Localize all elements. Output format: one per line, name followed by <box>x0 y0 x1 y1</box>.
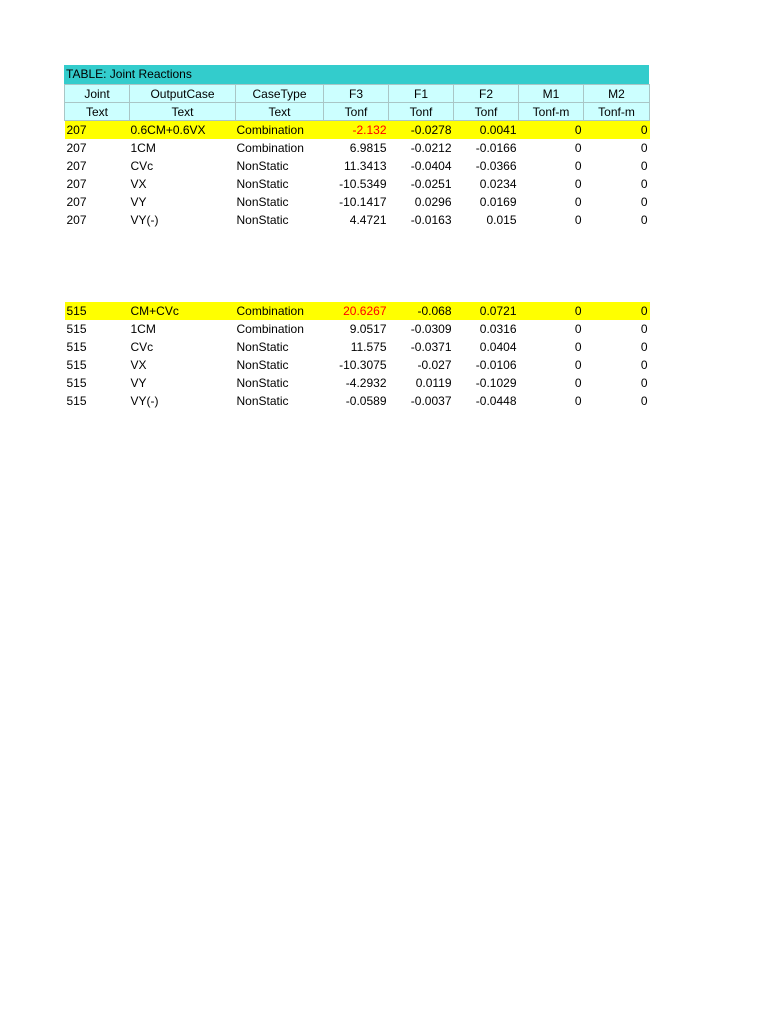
table-cell[interactable]: NonStatic <box>236 358 289 372</box>
table-cell[interactable]: -10.5349 <box>339 177 387 191</box>
table-cell[interactable]: -10.1417 <box>339 195 387 209</box>
table-cell[interactable]: -0.068 <box>389 302 454 320</box>
table-cell[interactable]: 0.015 <box>486 213 517 227</box>
table-cell[interactable]: 0 <box>574 394 582 408</box>
unit-cell[interactable]: Text <box>65 103 130 121</box>
header-cell[interactable]: F3 <box>324 85 389 103</box>
table-cell[interactable]: 0.0169 <box>479 195 517 209</box>
unit-cell[interactable]: Tonf <box>324 103 389 121</box>
table-cell[interactable]: 515 <box>66 322 87 336</box>
header-cell[interactable]: CaseType <box>236 85 324 103</box>
table-cell[interactable]: -0.0163 <box>410 213 452 227</box>
spacer-row <box>65 229 650 302</box>
table-cell[interactable]: -0.0589 <box>345 394 387 408</box>
table-cell[interactable]: CVc <box>130 340 154 354</box>
unit-cell[interactable]: Text <box>236 103 324 121</box>
table-cell[interactable]: CM+CVc <box>130 302 236 320</box>
table-cell[interactable]: -0.0366 <box>475 159 517 173</box>
table-cell[interactable]: VX <box>130 358 147 372</box>
table-cell[interactable]: -0.0404 <box>410 159 452 173</box>
table-cell[interactable]: 0 <box>574 141 582 155</box>
table-cell[interactable]: -0.1029 <box>475 376 517 390</box>
table-row <box>65 157 650 175</box>
header-cell[interactable]: F2 <box>454 85 519 103</box>
table-cell[interactable]: 0 <box>640 213 648 227</box>
table-row <box>65 139 650 157</box>
table-row <box>65 193 650 211</box>
table-cell[interactable]: 0 <box>574 322 582 336</box>
header-cell[interactable]: M2 <box>584 85 650 103</box>
joint-reactions-table <box>64 84 650 410</box>
table-cell[interactable]: Combination <box>236 322 304 336</box>
table-cell[interactable]: 515 <box>65 302 130 320</box>
table-row-highlighted <box>65 121 650 140</box>
table-cell[interactable]: Combination <box>236 121 324 140</box>
table-cell[interactable]: 0 <box>640 358 648 372</box>
table-cell[interactable]: Combination <box>236 302 324 320</box>
table-cell[interactable]: 20.6267 <box>324 302 389 320</box>
table-cell[interactable]: 0.6CM+0.6VX <box>130 121 236 140</box>
table-cell[interactable]: 207 <box>66 213 87 227</box>
table-cell[interactable]: 0 <box>640 141 648 155</box>
table-cell[interactable]: -0.0251 <box>410 177 452 191</box>
table-row <box>65 392 650 410</box>
table-cell[interactable]: 0 <box>640 177 648 191</box>
table-row <box>65 211 650 229</box>
table-cell[interactable]: 0 <box>519 121 584 140</box>
table-cell[interactable]: 0.0316 <box>479 322 517 336</box>
table-cell[interactable]: VY(-) <box>130 213 159 227</box>
table-cell[interactable]: -0.027 <box>417 358 452 372</box>
table-cell[interactable]: -0.0309 <box>410 322 452 336</box>
table-row <box>65 320 650 338</box>
table-cell[interactable]: 1CM <box>130 141 156 155</box>
table-cell[interactable]: 0 <box>574 159 582 173</box>
joint-207-group <box>65 121 650 230</box>
table-cell[interactable]: -0.0448 <box>475 394 517 408</box>
unit-cell[interactable]: Tonf-m <box>584 103 650 121</box>
table-cell[interactable]: -2.132 <box>324 121 389 140</box>
table-cell[interactable]: VY <box>130 376 147 390</box>
table-cell[interactable]: NonStatic <box>236 195 289 209</box>
table-cell[interactable]: -0.0278 <box>389 121 454 140</box>
table-cell[interactable]: VY(-) <box>130 394 159 408</box>
table-cell[interactable]: -0.0037 <box>410 394 452 408</box>
table-cell[interactable]: 0.0234 <box>479 177 517 191</box>
table-cell[interactable]: 207 <box>66 159 87 173</box>
table-cell[interactable]: 0 <box>640 195 648 209</box>
table-row <box>65 356 650 374</box>
header-cell[interactable]: F1 <box>389 85 454 103</box>
table-cell[interactable]: 6.9815 <box>349 141 387 155</box>
table-cell[interactable]: 0 <box>640 340 648 354</box>
joint-515-group <box>65 302 650 410</box>
table-cell[interactable]: 515 <box>66 394 87 408</box>
table-title[interactable]: TABLE: Joint Reactions <box>64 65 649 84</box>
table-cell[interactable]: -0.0106 <box>475 358 517 372</box>
table-cell[interactable]: 0.0721 <box>454 302 519 320</box>
header-cell[interactable]: OutputCase <box>130 85 236 103</box>
table-cell[interactable]: 1CM <box>130 322 156 336</box>
table-cell[interactable]: 0 <box>574 195 582 209</box>
unit-cell[interactable]: Tonf-m <box>519 103 584 121</box>
table-cell[interactable]: VY <box>130 195 147 209</box>
table-cell[interactable]: 207 <box>65 121 130 140</box>
table-row <box>65 374 650 392</box>
table-cell[interactable]: 11.575 <box>350 340 387 354</box>
table-cell[interactable]: -4.2932 <box>345 376 387 390</box>
spreadsheet <box>64 65 649 410</box>
unit-cell[interactable]: Tonf <box>389 103 454 121</box>
table-cell[interactable]: -0.0166 <box>475 141 517 155</box>
table-cell[interactable]: CVc <box>130 159 154 173</box>
table-cell[interactable]: 9.0517 <box>349 322 387 336</box>
table-cell[interactable]: 0.0041 <box>454 121 519 140</box>
unit-cell[interactable]: Tonf <box>454 103 519 121</box>
header-cell[interactable]: Joint <box>65 85 130 103</box>
header-row <box>65 85 650 103</box>
table-row <box>65 338 650 356</box>
table-cell[interactable]: NonStatic <box>236 213 289 227</box>
table-cell[interactable]: 0 <box>574 213 582 227</box>
table-cell[interactable]: NonStatic <box>236 394 289 408</box>
table-cell[interactable]: -10.3075 <box>339 358 387 372</box>
table-cell[interactable]: 0 <box>574 177 582 191</box>
table-cell[interactable]: -0.0212 <box>410 141 452 155</box>
table-cell[interactable]: 4.4721 <box>349 213 387 227</box>
table-cell[interactable]: NonStatic <box>236 177 289 191</box>
table-cell[interactable]: NonStatic <box>236 340 289 354</box>
unit-cell[interactable]: Text <box>130 103 236 121</box>
table-cell[interactable]: 11.3413 <box>344 159 387 173</box>
table-cell[interactable]: 0 <box>574 340 582 354</box>
table-cell[interactable]: 207 <box>66 177 87 191</box>
header-cell[interactable]: M1 <box>519 85 584 103</box>
table-cell[interactable]: 0.0119 <box>415 376 452 390</box>
table-cell[interactable]: 0 <box>584 302 650 320</box>
table-row <box>65 175 650 193</box>
table-cell[interactable]: 0.0404 <box>479 340 517 354</box>
table-cell[interactable]: -0.0371 <box>410 340 452 354</box>
table-cell[interactable]: 0.0296 <box>414 195 452 209</box>
table-cell[interactable]: 515 <box>66 358 87 372</box>
table-cell[interactable]: 515 <box>66 340 87 354</box>
table-cell[interactable]: VX <box>130 177 147 191</box>
table-cell[interactable]: 207 <box>66 195 87 209</box>
table-cell[interactable]: 0 <box>574 358 582 372</box>
table-cell[interactable]: NonStatic <box>236 159 289 173</box>
table-cell[interactable]: 0 <box>640 322 648 336</box>
table-cell[interactable]: 0 <box>640 159 648 173</box>
table-cell[interactable]: Combination <box>236 141 304 155</box>
table-cell[interactable]: 0 <box>519 302 584 320</box>
table-row-highlighted <box>65 302 650 320</box>
table-cell[interactable]: 0 <box>640 394 648 408</box>
table-cell[interactable]: 0 <box>574 376 582 390</box>
table-cell[interactable]: 0 <box>584 121 650 140</box>
table-cell[interactable]: 207 <box>66 141 87 155</box>
units-row <box>65 103 650 121</box>
table-cell[interactable]: 515 <box>66 376 87 390</box>
table-cell[interactable]: NonStatic <box>236 376 289 390</box>
table-cell[interactable]: 0 <box>640 376 648 390</box>
